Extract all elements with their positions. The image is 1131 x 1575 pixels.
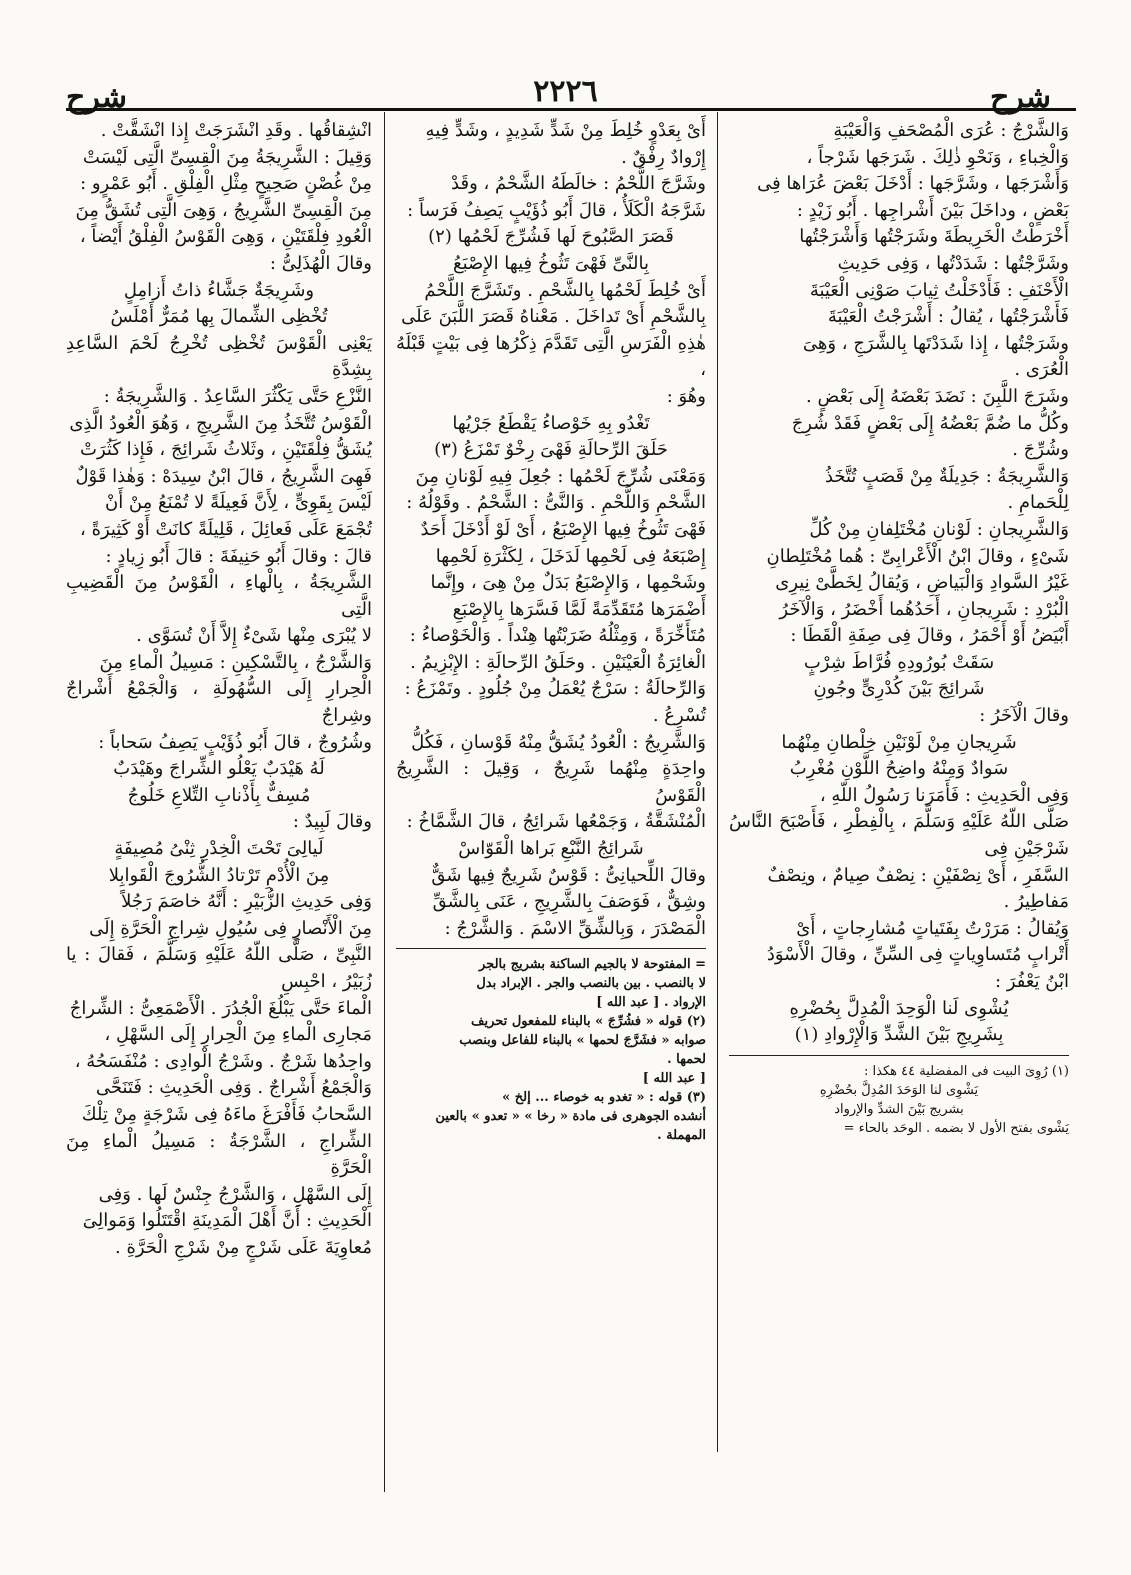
text-line: الشَّحْمِ وَاللَّحْمِ . وَالنَّىُّ : الشَّحْمُ . وقَوْلُهُ : [406,492,706,514]
text-line: النَّبِىِّ ، صَلَّى اللّهُ عَلَيْهِ وَسَلَّمَ ، فَقالَ : يا زُبَيْرُ ، احْبِسِ [66,944,372,992]
text-line: الْمُنْشَقَّةُ ، وَجَمْعُها شَرائِجُ ، قالَ الشَّمَّاخُ : [406,811,706,833]
text-line: الْماءَ حَتَّى يَبْلُغَ الْجُدُرَ . الْأَصْمَعِىُّ : الشِّراجُ [69,997,372,1019]
text-line: وَمَعْنَى شُرِّجَ لَحْمُها : جُعِلَ فِيهِ لَوْنانِ مِنَ [415,465,706,487]
text-line: واحِدُها شَرْجٌ . وشَرْجُ الْوادِى : مُنْفَسَحُهُ ، [74,1050,372,1072]
text-line: مُتَأَخِّرَةً ، وَمِثْلُهُ ضَرَبْتُها هِنْداً . وَالْخَوْصاءُ : [409,625,706,647]
text-line: غَيْرُ السَّوادِ وَالْبَياضِ ، وَيُقالُ لِخَطَّىْ نِيرِى [775,572,1069,594]
footnote-rule-right [729,1055,1069,1056]
text-line: شَرائِجُ النَّبْعِ بَراها الْقَوّاسْ [458,838,644,860]
text-line: صَلَّى اللّهُ عَلَيْهِ وَسَلَّمَ ، بِالْفِطْرِ ، فَأَصْبَحَ النَّاسُ شَرْجَيْنِ فِى [729,811,1069,860]
text-line: وَالْجَمْعُ أَشْراجٌ . وَفِى الْحَدِيثِ : فَتَنَحَّى [95,1077,372,1099]
text-line: مَجارِى الْماءِ مِنَ الْحِرارِ إِلَى السَّهْلِ ، [104,1024,372,1046]
text-line: وشَرَجْتُها ، إِذا شَدَدْتَها بِالشَّرَجِ ، وَهِىَ [802,332,1069,354]
text-line: شَىْءٍ ، وقالَ ابْنُ الْأَعْرابِىِّ : هُما مُخْتَلِطانِ [766,545,1069,567]
text-line: وشَرَّجْتُها : شَدَدْتُها ، وَفِى حَدِيثِ [837,252,1069,274]
text-line: مِنَ الْأُدْمِ تَرْتادُ الشُّرُوجَ الْقَوابِلا [108,864,330,886]
text-line: وَيُقالُ : مَرَرْتُ بِفَتَياتٍ مُشارِجاتٍ ، أَىْ [796,917,1069,939]
text-line: وقالَ الْآخَرُ : [979,705,1069,727]
text-line: قَصَرَ الصَّبُوحَ لَها فَشُرِّجَ لَحْمُها (٢) [428,226,674,248]
column-middle-footnotes [396,955,706,1145]
text-line: تُخْظِى الشِّمالَ بِها مُمَرٌّ أَمْلَسُ [110,306,328,328]
text-line: شَرِيجانِ مِنْ لَوْنَيْنِ خِلْطانِ مِنْهُما [781,731,1017,753]
text-line: وَفِى الْحَدِيثِ : فَأَمَرَنا رَسُولُ اللّهِ ، [819,784,1069,806]
text-line: مُعاوِيَةَ عَلَى شَرْجٍ مِنْ شَرْجِ الْحَرَّةِ . [115,1236,372,1258]
text-line: مِنَ الْأَنْصارِ فِى سُيُولِ شِراجِ الْحَرَّةِ إِلَى [89,917,372,939]
column-left [66,118,372,1262]
text-line: وهُوَ : [666,385,706,407]
text-line: الْقَوْسُ تُتَّخَذُ مِنَ الشَّرِيجِ ، وَهُوَ الْعُودُ الَّذِى [69,412,372,434]
text-line: أَىْ خُلِطَ لَحْمُها بِالشَّحْمِ . وتَشَرَّجَ اللَّحْمُ [424,279,706,301]
text-line: وَالشَّرِيجانِ : لَوْنانِ مُخْتَلِفانِ مِنْ كُلِّ [809,518,1069,540]
text-line: لَيالِىَ تَحْتَ الْخِدْرِ ثِنْىُ مُصِيفَةٍ [114,838,324,860]
text-line: وَالرِّحالَةُ : سَرْجٌ يُعْمَلُ مِنْ جُلُودٍ . وتَمْزَعُ : [404,678,706,700]
column-right-footnotes [729,1062,1069,1138]
text-line: وقالَ لَبِيدٌ : [292,811,372,833]
text-line: مِنْ غُصْنٍ صَحِيحٍ مِثْلِ الْفِلْقِ . أَبُو عَمْرٍو : [80,173,372,195]
text-line: إِصْبَعَهُ فِى لَحْمِها لَدَخَلَ ، لِكَثْرَةِ لَحْمِها [435,545,706,567]
footnote-line: (١) رُوِىَ البيت فى المفضلية ٤٤ هكذا : [864,1063,1069,1079]
text-line: أَخْرَطْتُ الْخَرِيطَةَ وشَرَجْتُها وَأَشْرَجْتُها [799,226,1069,248]
text-line: إِلَى السَّهْلِ ، وَالشَّرْجُ جِنْسٌ لَها . وَفِى [98,1183,372,1205]
text-line: وَالشَّرْجُ : عُرَى الْمُصْحَفِ وَالْعَيْبَةِ [833,120,1069,141]
text-line: الْحِرارِ إِلَى السُّهُولَةِ ، وَالْجَمْعُ أَشْراجٌ وشِراجٌ [66,678,372,727]
text-line: وشُرِّجَ . [1012,439,1069,461]
page-number: ٢٢٢٦ [533,74,598,109]
text-line: وكُلُّ ما ضُمَّ بَعْضُهُ إِلَى بَعْضٍ فَقَدْ شُرِجَ [791,412,1069,434]
column-right [729,118,1069,1138]
text-line: السَّحابُ فَأَفْرَغَ ماءَهُ فِى شَرْجَةٍ مِنْ تِلْكَ [81,1103,372,1125]
text-line: لَهُ هَيْدَبٌ يَعْلُو الشِّراجَ وهَيْدَبٌ [113,758,325,780]
text-line: وقالَ اللِّحيانِىُّ : قَوْسٌ شَرِيجٌ فِيها شَقٌّ [431,864,706,886]
text-line: انْشِقاقُها . وقَدِ انْشَرَجَتْ إِذا انْشَقَّتْ . [100,120,372,141]
text-line: واحِدَةٍ مِنْهُما شَرِيجٌ ، وَقِيلَ : الشَّرِيجُ الْقَوْسُ [396,758,706,806]
text-line: وقالَ الْهُذَلِىُّ : [269,252,372,274]
text-line: سَوادٌ وَمِنْهُ واضِحُ اللَّوْنِ مُغْرِبُ [789,758,1009,780]
text-line: لا يُبْرَى مِنْها شَىْءٌ إِلاَّ أَنْ تُسَوَّى . [136,625,372,647]
text-line: الْمَصْدَرَ ، وَبِالشِّقِّ الاسْمَ . وَالشَّرْجُ : [444,917,706,939]
text-line: الشَّرِيجَةُ ، بِالْهاءِ ، الْقَوْسُ مِنَ الْقَضِيبِ الَّتِى [66,572,372,620]
text-line: وشَرَجَ اللَّبِنَ : نَضَدَ بَعْضَهُ إِلَى بَعْضٍ . [806,385,1069,407]
text-line: هٰذِهِ الْفَرَسِ الَّتِى تَقَدَّمَ ذِكْرُها فِى بَيْتٍ قَبْلَهُ ، [396,332,706,381]
text-line: لَيْسَ بِقَوِىٍّ ، لِأَنَّ فَعِيلَةً لا تُمْنَعُ مِنْ أَنْ [104,492,372,514]
text-line: أَضْمَرَها مُتَقَدِّمَةً لَمَّا فَسَّرَها بِالإِصْبَعِ [452,598,706,620]
footnote-line: = المفتوحة لا بالجيم الساكنة بشريج بالجر [479,957,706,973]
text-line: وشَرَّجَ اللَّحْمُ : خالَطَهُ الشَّحْمُ ، وقَدْ [451,173,706,195]
text-line: وشَحْمِها ، وَالإِصْبَعُ بَدَلٌ مِنْ هِىَ ، وإِنَّما [430,572,706,594]
footnote-line: صوابه « فشَرَّجَ لحمها » بالبناء للفاعل وبنصب [459,1033,706,1049]
text-line: وشَرِيجَةٌ جَشَّاءُ ذاتُ أَزامِلٍ [123,279,315,301]
text-line: الشِّراجِ ، الشَّرْجَةُ : مَسِيلُ الْماءِ مِنَ الْحَرَّةِ [66,1130,372,1179]
footnote-line: يَشْوِى لنا الوَحَدَ المُدِلَّ بحُضْرِهِ [819,1082,979,1098]
column-middle-text [396,118,706,942]
text-line: وشِقٌّ ، فَوَصَفَ بِالشَّرِيجِ ، عَنَى بِالشَّقِّ [432,891,706,913]
column-left-text [66,118,372,1262]
text-line: فَهِىَ الشَّرِيجُ ، قالَ ابْنُ سِيدَهْ : وَهٰذا قَوْلٌ [75,465,372,487]
text-line: وَقِيلَ : الشَّرِيجَةُ مِنَ الْقِسِىِّ الَّتِى لَيْسَتْ [82,146,372,168]
footnote-line: (٢) قوله « فشُرِّجَ » بالبناء للمفعول تحريف [471,1014,706,1030]
text-line: يَعْنِى الْقَوْسَ تُخْظِى تُخْرِجُ لَحْمَ السَّاعِدِ بِشِدَّةِ [66,332,372,381]
text-line: يُشْوِى لَنا الْوَحِدَ الْمُدِلَّ بِحُضْرِهِ [789,997,1009,1019]
text-line: الْعُودِ فِلْقَتَيْنِ ، وَهِىَ الْقَوْسُ الْفِلْقُ أَيْضاً ، [79,226,372,248]
text-line: فَأَشْرَجْتُها ، يُقالُ : أَشْرَجْتُ الْعَيْبَةَ [827,306,1069,328]
footnote-line: المهملة . [657,1128,706,1144]
text-line: حَلَقَ الرِّحالَةِ فَهْىَ رِخْوٌ تَمْزَعُ (٣) [434,439,668,461]
text-line: الْحَدِيثِ : أَنَّ أَهْلَ الْمَدِينَةِ اقْتَتَلُوا وَمَوالِىَ [82,1210,372,1232]
text-line: وَالشَّرِيجَةُ : جَدِيلَةٌ مِنْ قَصَبٍ تُتَّخَذُ [824,465,1069,487]
text-line: مِنَ الْقِسِىِّ الشَّرِيجُ ، وَهِىَ الَّتِى تُشَقُّ مِنَ [75,199,372,221]
text-line: بِشَرِيجِ بَيْنَ الشَّدِّ وَالْإِرْوادِ (١) [794,1024,1004,1046]
text-line: شَرَّجَهُ الْكَلَأُ ، قالَ أَبُو ذُؤَيْبٍ يَصِفُ فَرَساً : [407,199,706,221]
headword-left: شرح [66,80,128,115]
text-line: فَهْىَ تَثُوخُ فِيها الإِصْبَعُ ، أَىْ لَوْ أَدْخَلَ أَحَدٌ [420,518,706,540]
footnote-line: [ عبد الله ] [642,1071,706,1087]
footnote-line: أنشده الجوهرى فى مادة « رخا » « تعدو » بالعين [435,1109,706,1125]
text-line: أَبْيَضُ أَوْ أَحْمَرُ ، وقالَ فِى صِفَةِ الْقَطَا : [790,625,1069,647]
text-line: لِلْحَمامِ . [1007,492,1069,514]
text-line: بِالشَّحْمِ أَىْ تَداخَلَ . مَعْناهُ قَصَرَ اللَّبَنَ عَلَى [401,306,706,328]
footnote-line: يَشْوى بفتح الأول لا بضمه . الوحَد بالحاء = [843,1120,1069,1136]
text-line: الْعُرَى . [1014,359,1069,381]
text-line: بَعْضٍ ، وداخَلَ بَيْنَ أَشْراجِها . أَبُو زَيْدٍ : [796,199,1069,221]
column-divider-left [384,112,385,1492]
text-line: شَرائِجَ بَيْنَ كُدْرِىٍّ وجُونِ [813,678,985,700]
footnote-rule-middle [396,948,706,949]
text-line: وَالشَّرِيجُ : الْعُودُ يُشَقُّ مِنْهُ قَوْسانِ ، فَكُلُّ [411,731,706,753]
footnote-line: بشريج بَيْنَ الشدِّ والإرواد [834,1101,964,1117]
footnote-line: لحمها . [667,1052,706,1068]
footnote-line: لا بالنصب . بين بالنصب والجر . الإبراد بدل [476,976,706,992]
text-line: الْبُرْدِ : شَرِيجانِ ، أَحَدُهُما أَخْضَرُ ، وَالْآخَرُ [779,598,1069,620]
text-line: إِرْوادٌ رِفْقٌ . [621,146,706,168]
text-line: يُشَقُّ فِلْقَتَيْنِ ، وثَلاثُ شَرائِجَ ، فَإِذا كَثُرَتْ [80,439,372,461]
text-line: وَفِى حَدِيثِ الزُّبَيْرِ : أَنَّهُ خاصَمَ رَجُلاً [121,891,372,913]
text-line: وَالْخِباءِ ، وَنَحْوِ ذٰلِكَ . شَرَجَها شَرْجاً ، [806,146,1069,168]
text-line: السَّفَرِ ، أَىْ نِصْفَيْنِ : نِصْفٌ صِيامٌ ، ونِصْفٌ [767,864,1069,886]
footnote-line: الإرواد . [ عبد الله ] [596,995,706,1011]
text-line: النَّزْعِ حَتَّى يَكْثُرَ السَّاعِدُ . وَالشَّرِيجَةُ : [103,385,372,407]
text-line: الْأَحْنَفِ : فَأَدْخَلْتُ ثِيابَ صَوْنِى الْعَيْبَةَ [809,279,1069,301]
text-line: مَفاطِيرُ . [1003,891,1069,913]
text-line: ابْنُ يَعْفُرَ : [995,971,1069,992]
text-line: أَىْ بِعَدْوٍ خُلِطَ مِنْ شَدٍّ شَدِيدٍ ، وشَدٍّ فِيهِ [425,120,706,141]
text-line: تُسْرِعُ . [652,705,706,727]
text-line: سَقَتْ بُورُودِهِ فُرَّاطَ شِرْبٍ [803,651,995,673]
text-line: وشُرُوجٌ ، قالَ أَبُو ذُؤَيْبٍ يَصِفُ سَحاباً : [98,731,372,753]
text-line: تَغْدُو بِهِ خَوْصاءُ يَقْطَعُ جَرْيُها [452,412,650,434]
text-line: مُسِفٌّ بِأَذْنابِ التِّلاعِ خَلُوجُ [127,784,311,806]
page-header [0,0,1131,115]
text-line: تُجْمَعَ عَلَى فَعائِلَ ، قَلِيلَةً كانَتْ أَوْ كَثِيرَةً ، [80,518,372,540]
text-line: وَالشَّرْجُ ، بِالتَّسْكِينِ : مَسِيلُ الْماءِ مِنَ [99,651,372,673]
text-line: بِالنَّىِّ فَهْىَ تَثُوخُ فِيها الإِصْبَعُ [453,252,649,274]
headword-right: شرح [990,80,1052,115]
column-divider-right [717,112,718,1452]
footnote-line: (٣) قوله : « تغدو به خوصاء ... إلخ » [502,1090,706,1106]
column-middle [396,118,706,1145]
text-line: أَتْرابٍ مُتَساوِياتٍ فِى السِّنِّ ، وقالَ الْأَسْوَدُ [766,944,1069,966]
column-right-text [729,118,1069,1049]
text-line: قالَ : وقالَ أَبُو حَنِيفَةَ : قالَ أَبُو زِيادٍ : [105,545,372,567]
text-line: الْغائِرَةُ الْعَيْنَيْنِ . وحَلَقُ الرِّحالَةِ : الإِبْزِيمُ . [410,651,706,673]
header-rule [66,108,1076,111]
text-line: وَأَشْرَجَها ، وشَرَّجَها : أَدْخَلَ بَعْضَ عُرَاها فِى [757,173,1069,195]
